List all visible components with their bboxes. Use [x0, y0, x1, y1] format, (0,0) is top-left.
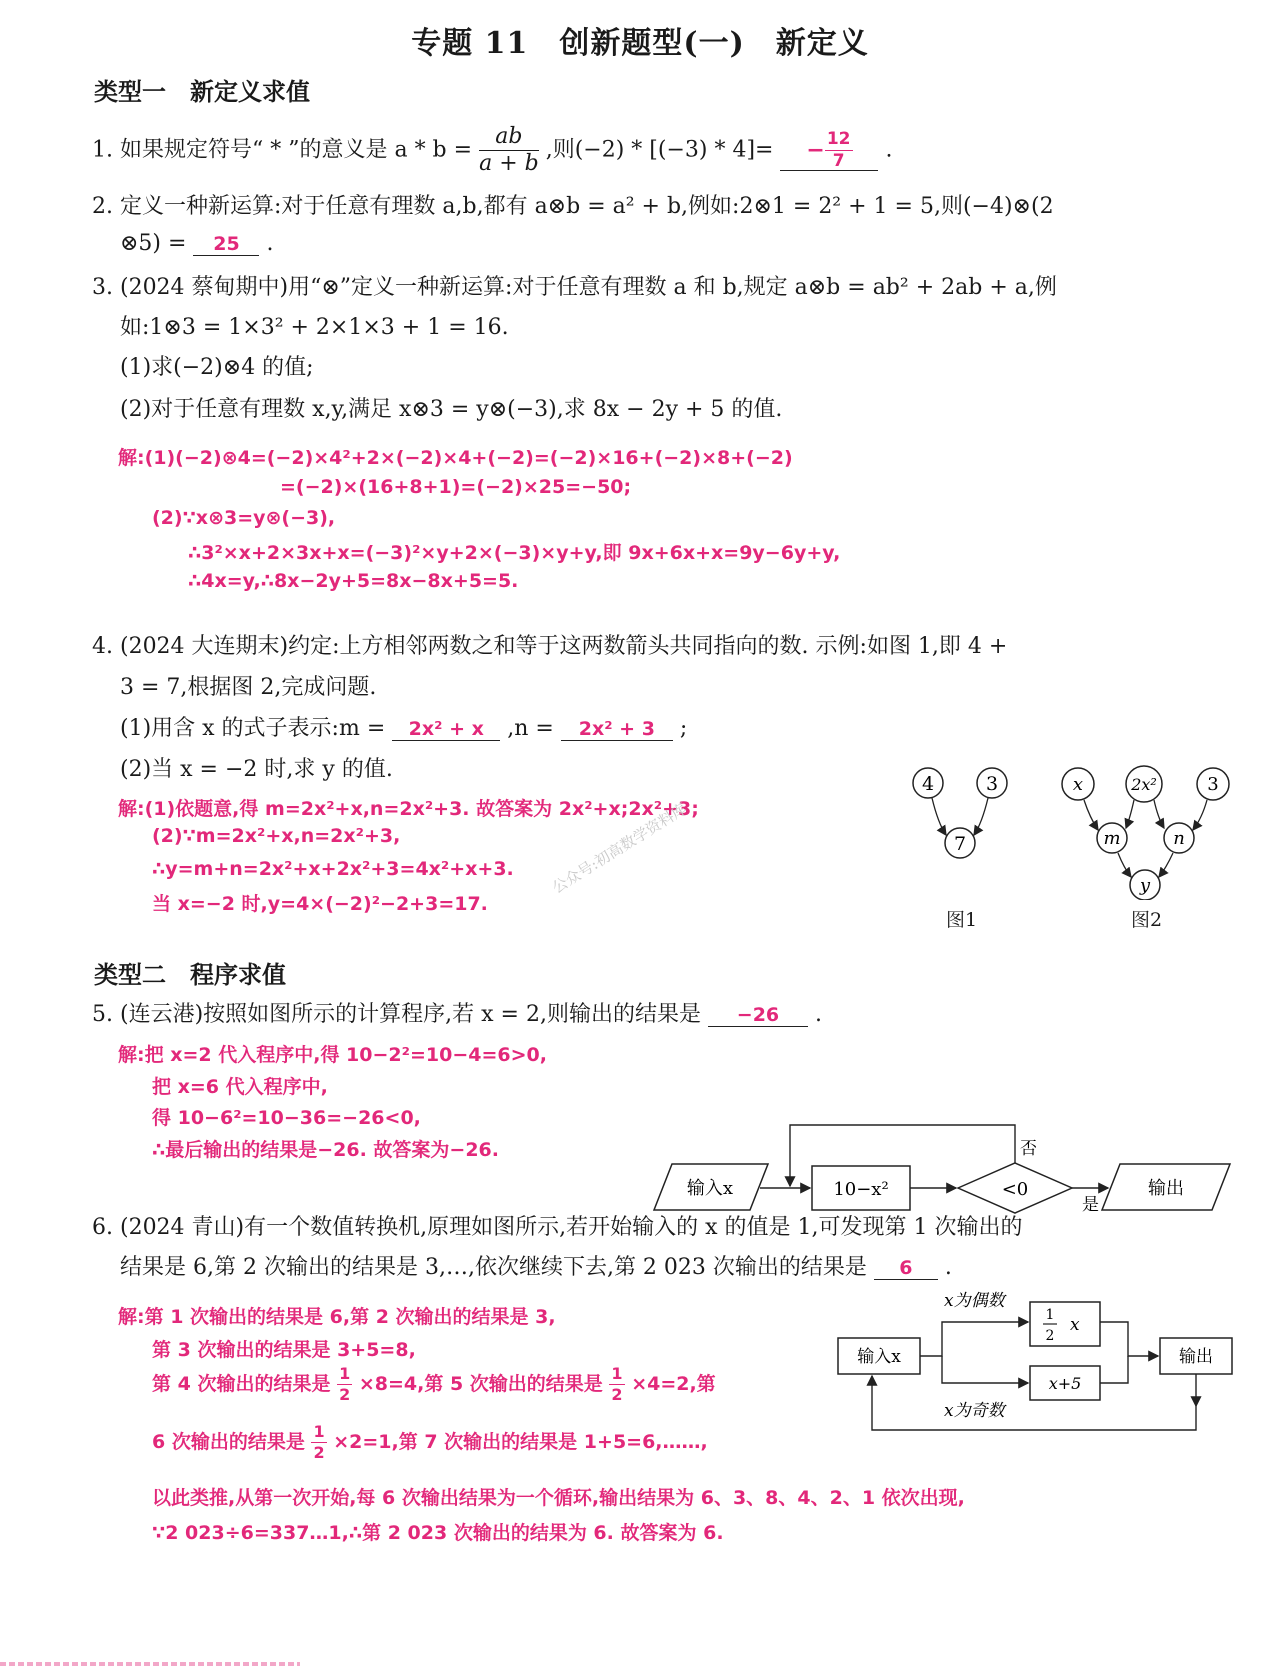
question-1: 1. 如果规定符号“ * ”的意义是 a * b = $\frac{ab}{a + b}$ ,则(−2) * [(−3) * 4]= − $\frac{12}{7}$ . — [92, 124, 893, 176]
q3-solution-line: ∴3²×x+2×3x+x=(−3)²×y+2×(−3)×y+y,即 9x+6x+x=9y−6y+y, — [188, 542, 841, 564]
section-heading-1: 类型一 新定义求值 — [94, 78, 310, 106]
q6-answer: 6 — [874, 1257, 938, 1280]
q6-flow-half-num: 1 — [1045, 1307, 1055, 1323]
q3-solution-line: ∴4x=y,∴8x−2y+5=8x−8x+5=5. — [188, 570, 519, 592]
q6-flow-input: 输入x — [857, 1347, 901, 1367]
q5-solution-line: 解:把 x=2 代入程序中,得 10−2²=10−4=6>0, — [118, 1044, 547, 1066]
q5-solution-line: 把 x=6 代入程序中, — [152, 1076, 328, 1098]
figure-1 — [880, 765, 1030, 875]
question-4-part-2: (2)当 x = −2 时,求 y 的值. — [120, 757, 393, 782]
q1-text: 1. 如果规定符号“ * ”的意义是 a * b = — [92, 137, 473, 163]
question-4-line-1: 4. (2024 大连期末)约定:上方相邻两数之和等于这两数箭头共同指向的数. 示例:如图 1,即 4 + — [92, 634, 1008, 659]
q6-flow-half-den: 2 — [1045, 1328, 1055, 1344]
question-4-line-2: 3 = 7,根据图 2,完成问题. — [120, 675, 377, 700]
fig2-node-n: n — [1173, 828, 1185, 849]
fig2-node-r: 3 — [1207, 774, 1219, 795]
q6-flow-odd: x为奇数 — [944, 1401, 1005, 1421]
question-6-line-2: 结果是 6,第 2 次输出的结果是 3,…,依次继续下去,第 2 023 次输出的结果是 6 . — [120, 1255, 952, 1280]
fraction-half: $\frac{1}{2}$ — [313, 1422, 325, 1462]
q4-solution-line: ∴y=m+n=2x²+x+2x²+3=4x²+x+3. — [152, 858, 514, 880]
q6-solution-line: 第 3 次输出的结果是 3+5=8, — [152, 1339, 416, 1361]
fig2-node-m: m — [1103, 828, 1121, 849]
q5-flow-no: 否 — [1020, 1139, 1037, 1159]
fig1-node-c: 7 — [953, 833, 967, 855]
fig2-node-y: y — [1139, 875, 1151, 896]
q4-answer-m: 2x² + x — [392, 718, 500, 741]
q4-answer-n: 2x² + 3 — [561, 718, 673, 741]
q6-solution-line: ∵2 023÷6=337…1,∴第 2 023 次输出的结果为 6. 故答案为 6. — [152, 1522, 724, 1544]
watermark: 公众号:初高数学资料库 — [549, 799, 691, 897]
question-3-line-1: 3. (2024 蔡甸期中)用“⊗”定义一种新运算:对于任意有理数 a 和 b,规定 a⊗b = ab² + 2ab + a,例 — [92, 275, 1057, 300]
q4-solution-line: 解:(1)依题意,得 m=2x²+x,n=2x²+3. 故答案为 2x²+x;2x²+3; — [118, 798, 699, 820]
page-title: 专题 11 创新题型(一) 新定义 — [411, 26, 869, 61]
question-6-line-1: 6. (2024 青山)有一个数值转换机,原理如图所示,若开始输入的 x 的值是 1,可发现第 1 次输出的 — [92, 1215, 1023, 1240]
question-3-line-2: 如:1⊗3 = 1×3² + 2×1×3 + 1 = 16. — [120, 315, 509, 340]
question-3-part-2: (2)对于任意有理数 x,y,满足 x⊗3 = y⊗(−3),求 8x − 2y + 5 的值. — [120, 397, 783, 422]
decorative-bottom-strip — [0, 1662, 300, 1666]
q5-answer: −26 — [708, 1004, 808, 1027]
q4-solution-line: (2)∵m=2x²+x,n=2x²+3, — [152, 825, 401, 847]
section-heading-2: 类型二 程序求值 — [94, 961, 286, 989]
fig2-node-mid: 2x² — [1131, 775, 1157, 794]
q3-solution-line: (2)∵x⊗3=y⊗(−3), — [152, 507, 336, 529]
q6-solution-line: 第 4 次输出的结果是 $\frac{1}{2}$ ×8=4,第 5 次输出的结果是 $\frac{1}{2}$ ×4=2,第 — [152, 1364, 716, 1404]
q5-flow-yes: 是 — [1082, 1195, 1099, 1215]
q6-flowchart — [832, 1282, 1240, 1442]
fig1-node-a: 4 — [921, 773, 935, 795]
q6-solution-line: 6 次输出的结果是 $\frac{1}{2}$ ×2=1,第 7 次输出的结果是 1+5=6,……, — [152, 1422, 708, 1462]
fig2-node-x: x — [1072, 774, 1084, 795]
q5-flow-output: 输出 — [1148, 1178, 1184, 1199]
q5-flow-condition: <0 — [1001, 1179, 1029, 1200]
q6-flow-even: x为偶数 — [944, 1291, 1005, 1311]
figure-2-label: 图2 — [1131, 909, 1163, 931]
q1-answer: − $\frac{12}{7}$ — [780, 131, 878, 171]
question-3-part-1: (1)求(−2)⊗4 的值; — [120, 355, 314, 380]
q5-flow-calc: 10−x² — [833, 1179, 889, 1200]
q5-flow-input: 输入x — [686, 1178, 734, 1199]
fraction-half: $\frac{1}{2}$ — [339, 1364, 351, 1404]
q6-solution-line: 解:第 1 次输出的结果是 6,第 2 次输出的结果是 3, — [118, 1306, 556, 1328]
question-4-part-1: (1)用含 x 的式子表示:m = 2x² + x ,n = 2x² + 3 ; — [120, 716, 688, 741]
q6-solution-line: 以此类推,从第一次开始,每 6 次输出结果为一个循环,输出结果为 6、3、8、4、2、1 依次出现, — [152, 1487, 965, 1509]
figure-1-label: 图1 — [946, 909, 978, 931]
q6-flow-output: 输出 — [1179, 1347, 1213, 1367]
q5-solution-line: 得 10−6²=10−36=−26<0, — [152, 1107, 421, 1129]
q1-text-2: ,则(−2) * [(−3) * 4]= — [545, 137, 774, 163]
q6-flow-half-x: x — [1070, 1315, 1080, 1335]
question-2-line-1: 2. 定义一种新运算:对于任意有理数 a,b,都有 a⊗b = a² + b,例如:2⊗1 = 2² + 1 = 5,则(−4)⊗(2 — [92, 194, 1054, 219]
question-5: 5. (连云港)按照如图所示的计算程序,若 x = 2,则输出的结果是 −26 . — [92, 1002, 822, 1027]
question-2-line-2: ⊗5) = 25 . — [120, 231, 274, 256]
fraction-half: $\frac{1}{2}$ — [611, 1364, 623, 1404]
q1-fraction: $\frac{ab}{a + b}$ — [479, 124, 539, 176]
q3-solution-line: =(−2)×(16+8+1)=(−2)×25=−50; — [280, 476, 632, 498]
q2-answer: 25 — [193, 233, 259, 256]
q5-solution-line: ∴最后输出的结果是−26. 故答案为−26. — [152, 1139, 499, 1161]
q6-flow-plus: x+5 — [1048, 1374, 1082, 1393]
q4-solution-line: 当 x=−2 时,y=4×(−2)²−2+3=17. — [152, 893, 488, 915]
q3-solution-line: 解:(1)(−2)⊗4=(−2)×4²+2×(−2)×4+(−2)=(−2)×16+(−2)×8+(−2) — [118, 447, 793, 469]
figure-2 — [1052, 760, 1242, 900]
fig1-node-b: 3 — [985, 773, 999, 795]
